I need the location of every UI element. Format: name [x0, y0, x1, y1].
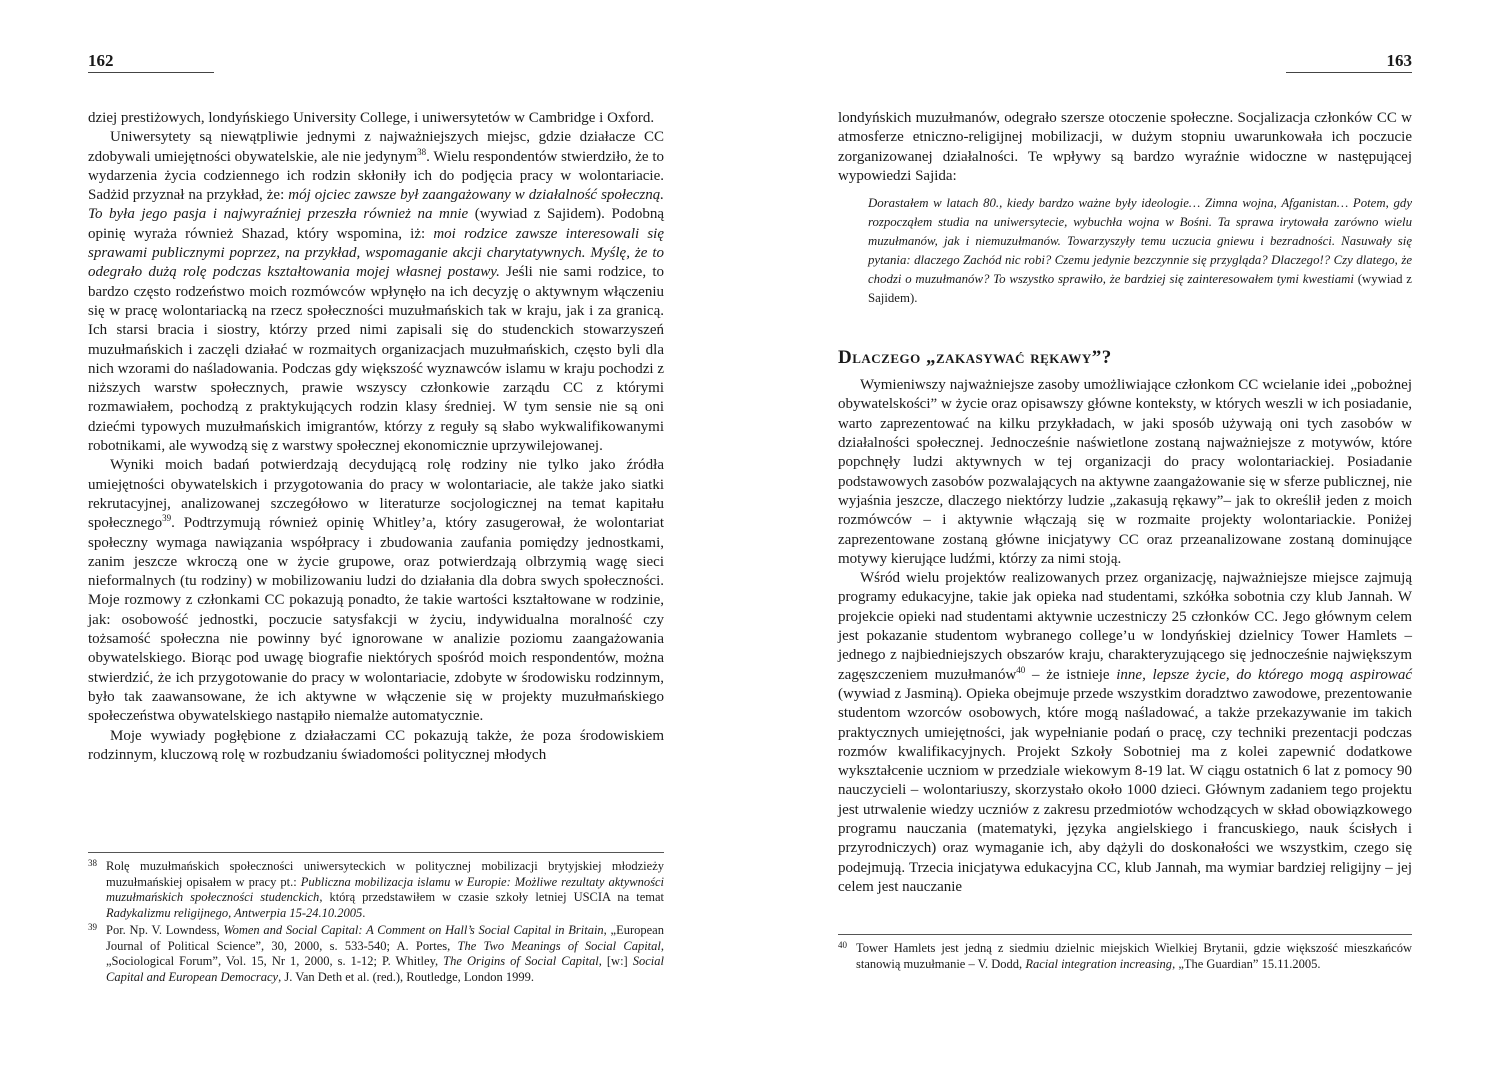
paragraph: [88, 128, 664, 456]
text-run: Jeśli nie sami rodzice, to bardzo często rodzeństwo moich rozmówców wpłynęło na ich decyzję o aktywnym włączeniu się w pracę wolontariacką na rzecz społeczności muzułmańskich tak w kraju, jak i za granicą. Ich starsi bracia i siostry, którzy przed nimi zapisali się do studenckich stowarzyszeń muzułmańskich i zaczęli działać w rozmaitych organizacjach muzułmańskich, często byli dla nich wzorami do naśladowania. Podczas gdy większość wyznawców islamu w kraju pochodzi z niższych warstw społecznych, prawie wszyscy członkowie zarządu CC z którymi rozmawiałem, pochodzą z praktykujących rodzin klasy średniej. W tym sensie nie są oni dziećmi typowych muzułmańskich imigrantów, którzy z reguły są słabo wykwalifikowanymi robotnikami, ale wywodzą się z warstwy społecznej ekonomicznie uprzywilejowanej.: [88, 264, 664, 455]
italic-text: inne, lepsze życie, do którego mogą aspirować: [1116, 666, 1412, 683]
footnote: [838, 941, 1412, 972]
header-rule: [1286, 72, 1412, 73]
footnote-number: 38: [88, 858, 97, 868]
block-quote: [868, 194, 1412, 308]
section-heading: Dlaczego „zakasywać rękawy”?: [838, 347, 1112, 369]
footnotes: [88, 852, 664, 987]
paragraph: [838, 376, 1412, 569]
footnote-ref: 40: [1016, 664, 1026, 675]
paragraph: [838, 109, 1412, 186]
italic-text: The Origins of Social Capital: [443, 954, 599, 968]
footnote-number: 39: [88, 922, 97, 932]
paragraph: [88, 727, 664, 766]
text-run: londyńskich muzułmanów, odegrało szersze otoczenie społeczne. Socjalizacja członków CC w atmosferze etniczno-religijnej mobilizacji, w dużym stopniu uwarunkowała ich poczucie zorganizowanej działalności. Te wpływy są bardzo wyraźnie widoczne w następującej wypowiedzi Sajida:: [838, 110, 1412, 184]
text-run: . Podtrzymują również opinię Whitley’a, który zasugerował, że wolontariat społeczny wymaga nawiązania współpracy i zbudowania zaufania pomiędzy jednostkami, zanim jeszcze wkroczą one w życie grupowe, oraz potwierdzają olbrzymią wagę sieci nieformalnych (tu rodziny) w mobilizowaniu ludzi do działania dla dobra swych społeczności. Moje rozmowy z członkami CC pokazują ponadto, że takie wartości kształtowane w rodzinie, jak: osobowość jednostki, poczucie satysfakcji w życiu, indywidualna moralność czy tożsamość społeczna nie powinny być ignorowane w analizie poziomu zaangażowania obywatelskiego. Biorąc pod uwagę biografie niektórych spośród moich respondentów, można stwierdzić, że ich przygotowanie do pracy w wolontariacie, zdobyte w środowisku rodzinnym, było tak zaawansowane, że ich aktywne w włączenie się w projekty muzułmańskiego społeczeństwa obywatelskiego nastąpiło niemalże automatycznie.: [88, 515, 664, 725]
italic-text: Racial integration increasing: [1025, 956, 1173, 971]
text-run: Wśród wielu projektów realizowanych przez organizację, najważniejsze miejsce zajmują programy edukacyjne, takie jak opieka nad studentami, szkółka sobotnia czy klub Jannah. W projekcie opieki nad studentami aktywnie uczestniczy 25 członków CC. Jego głównym celem jest pokazanie studentom wybranego college’u w londyńskiej dzielnicy Tower Hamlets – jednego z najbiedniejszych obszarów kraju, charakteryzującego się jednocześnie największym zagęszczeniem muzułmanów: [838, 570, 1412, 683]
italic-text: Social Capital and European Democracy: [106, 954, 664, 984]
text-run: .: [362, 905, 366, 920]
footnote-number: 40: [838, 940, 847, 950]
paragraph: [838, 569, 1412, 897]
text-run: dziej prestiżowych, londyńskiego University College, i uniwersytetów w Cambridge i Oxford.: [88, 110, 655, 126]
text-run: (wywiad z Sajidem).: [868, 272, 1412, 306]
text-run: Wyniki moich badań potwierdzają decydującą rolę rodziny nie tylko jako źródła umiejętności obywatelskich i przygotowania do pracy w wolontariacie, ale także jako siatki rekrutacyjnej, analizowanej szczegółowo w literaturze socjologicznej na temat kapitału społecznego: [88, 457, 664, 532]
footnote-rule: [88, 852, 664, 853]
page-number: 162: [88, 51, 114, 70]
body-text: [88, 109, 664, 765]
text-run: Rolę muzułmańskich społeczności uniwersyteckich w politycznej mobilizacji brytyjskiej młodzieży muzułmańskiej opisałem w pracy pt.:: [106, 859, 664, 889]
left-page: [88, 0, 664, 1072]
italic-text: Dorastałem w latach 80., kiedy bardzo ważne były ideologie… Zimna wojna, Afganistan… Potem, gdy rozpocząłem studia na uniwersytecie, wybuchła wojna w Bośni. Ta sprawa irytowała zarówno wielu muzułmanów, jak i niemuzułmanów. Towarzyszyły temu uczucia gniewu i bezradności. Nasuwały się pytania: dlaczego Zachód nic robi? Czemu jedynie bezczynnie się przygląda? Dlaczego!? Czy dlatego, że chodzi o muzułmanów? To wszystko sprawiło, że bardziej się zainteresowałem tymi kwestiami: [868, 196, 1412, 287]
text-run: , J. Van Deth et al. (red.), Routledge, London 1999.: [278, 969, 535, 984]
footnote: [88, 859, 664, 921]
text-run: , [w:]: [598, 954, 633, 968]
text-run: , „Sociological Forum”, Vol. 15, Nr 1, 2000, s. 1-12; P. Whitley,: [106, 938, 664, 968]
text-run: . Wielu respondentów stwierdziło, że to wydarzenia życia codziennego ich rodzin skłoniły ich do podjęcia pracy w wolontariacie. Sadżid przyznał na przykład, że:: [88, 148, 665, 204]
text-run: , „The Guardian” 15.11.2005.: [1172, 956, 1321, 971]
text-run: , którą przedstawiłem w czasie szkoły letniej USCIA na temat: [319, 890, 664, 904]
footnote-rule: [838, 934, 1412, 935]
paragraph: [88, 456, 664, 726]
paragraph: [88, 109, 664, 128]
italic-text: moi rodzice zawsze interesowali się sprawami publicznymi poprzez, na przykład, wspomaganie akcji charytatywnych. Myślę, że to odegrało dużą rolę podczas kształtowania mojej własnej postawy.: [88, 225, 664, 281]
text-run: Uniwersytety są niewątpliwie jednymi z najważniejszych miejsc, gdzie działacze CC zdobywali umiejętności obywatelskie, ale nie jedynym: [88, 129, 664, 165]
italic-text: Radykalizmu religijnego, Antwerpia 15-24.10.2005: [106, 905, 363, 920]
text-run: Tower Hamlets jest jedną z siedmiu dzielnic miejskich Wielkiej Brytanii, gdzie większość mieszkańców stanowią muzułmanie – V. Dodd,: [856, 941, 1412, 971]
footnotes: [838, 934, 1412, 974]
right-page: [838, 0, 1412, 1072]
italic-text: Publiczna mobilizacja islamu w Europie: Możliwe rezultaty aktywności muzułmańskich społeczności studenckich: [106, 874, 665, 904]
italic-text: Women and Social Capital: A Comment on Hall’s Social Capital in Britain: [223, 923, 604, 937]
italic-text: mój ojciec zawsze był zaangażowany w działalność społeczną. To była jego pasja i najwyraźniej przeszła również na mnie: [88, 187, 664, 223]
body-text: [838, 109, 1412, 897]
text-run: – że istnieje: [1025, 666, 1117, 683]
footnote: [88, 923, 664, 985]
footnote-ref: 38: [417, 146, 427, 157]
text-run: (wywiad z Jasminą). Opieka obejmuje przede wszystkim doradztwo zawodowe, prezentowanie studentom wzorców osobowych, które mogą naśladować, a także przekazywanie im takich praktycznych umiejętności, jak wypełnianie podań o pracę, czy techniki prezentacji podczas rozmów kwalifikacyjnych. Projekt Szkoły Sobotniej ma z kolei zapewnić dodatkowe wykształcenie uczniom w przedziale wiekowym 8-19 lat. W ciągu ostatnich 6 lat z pomocy 90 nauczycieli – wolontariuszy, skorzystało około 1000 dzieci. Głównym zadaniem tego projektu jest utrwalenie wiedzy uczniów z zakresu przedmiotów wchodzących w skład obowiązkowego programu nauczania (matematyki, języka angielskiego i francuskiego, nauk ścisłych i przyrodniczych) oraz wymaganie ich, aby dążyli do doskonałości we wszystkim, czego się podejmują. Trzecia inicjatywa edukacyjna CC, klub Jannah, ma wymiar bardziej religijny – jej celem jest nauczanie: [838, 685, 1412, 895]
text-run: Por. Np. V. Lowndess,: [106, 923, 224, 937]
header-rule: [88, 72, 214, 73]
text-run: Moje wywiady pogłębione z działaczami CC pokazują także, że poza środowiskiem rodzinnym, kluczową rolę w rozbudzaniu świadomości politycznej młodych: [88, 727, 664, 763]
page-number: 163: [1386, 51, 1412, 70]
text-run: Wymieniwszy najważniejsze zasoby umożliwiające członkom CC wcielanie idei „pobożnej obywatelskości” w życie oraz opisawszy główne konteksty, w których weszli w ich posiadanie, warto zaprezentować na kilku przykładach, w jaki sposób używają oni tych zasobów w działalności społecznej. Jednocześnie naświetlone zostaną najważniejsze z motywów, które popchnęły ludzi aktywnych w tej organizacji do pracy wolontariackiej. Posiadanie podstawowych zasobów pozwalających na aktywne zaangażowanie się w sferze publicznej, nie wyjaśnia jeszcze, dlaczego niektórzy ludzie „zakasują rękawy”– jak to określił jeden z moich rozmówców – i aktywnie włączają się w rozmaite projekty wolontariackie. Poniżej zaprezentowane zostaną główne inicjatywy CC oraz przeanalizowane zostaną dominujące motywy kierujące ludźmi, którzy za nimi stoją.: [838, 377, 1412, 567]
text-run: , „European Journal of Political Science”, 30, 2000, s. 533-540; A. Portes,: [106, 923, 664, 953]
italic-text: The Two Meanings of Social Capital: [457, 938, 661, 953]
text-run: (wywiad z Sajidem). Podobną opinię wyraża również Shazad, który wspomina, iż:: [88, 206, 664, 242]
footnote-ref: 39: [162, 513, 172, 524]
